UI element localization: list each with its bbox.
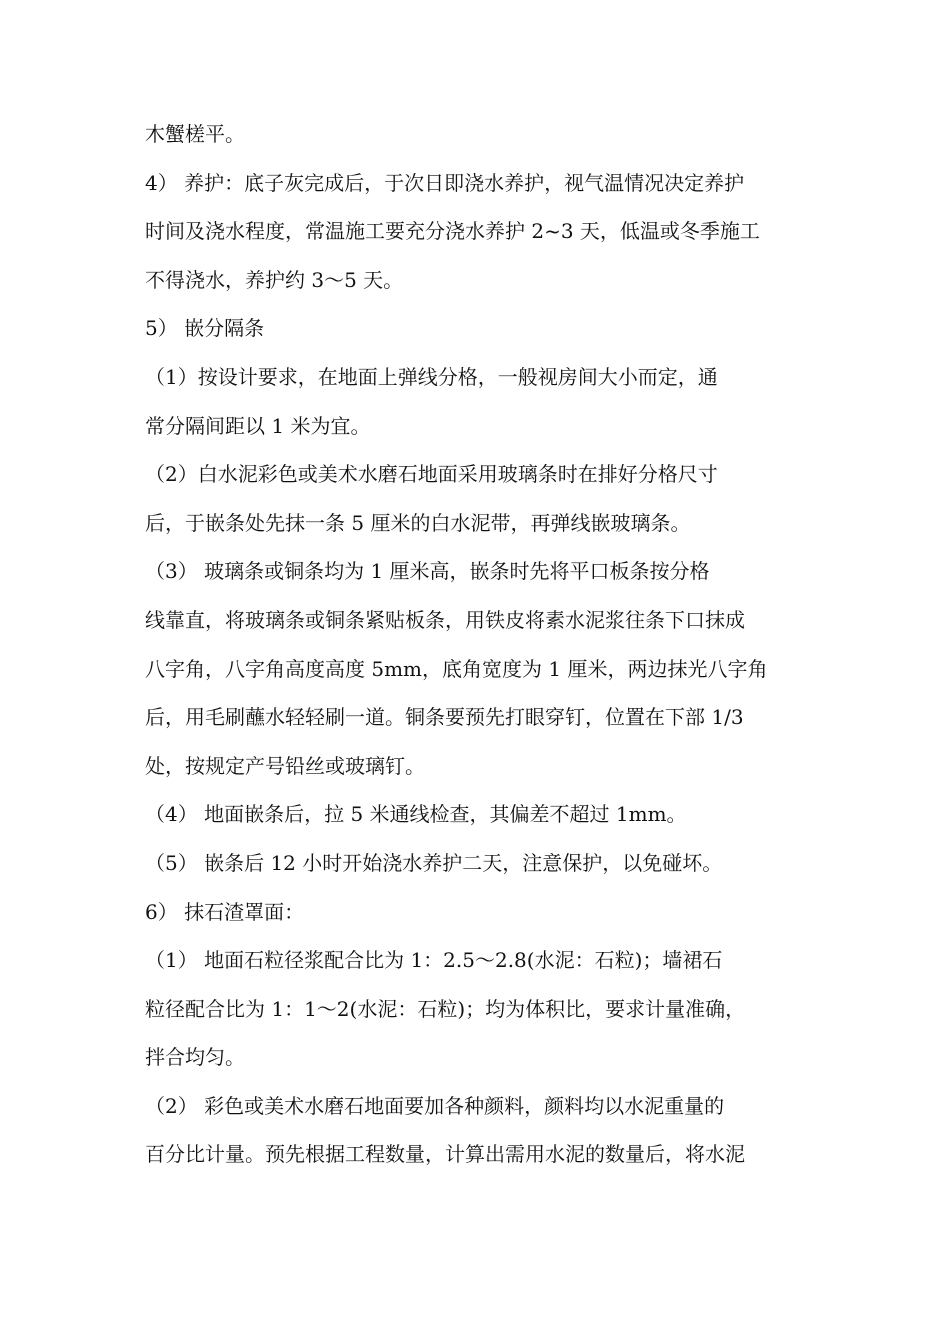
text-line: 八字角，八字角高度高度 5mm，底角宽度为 1 厘米，两边抹光八字角 — [145, 656, 768, 681]
text-line: （3） 玻璃条或铜条均为 1 厘米高，嵌条时先将平口板条按分格 — [145, 559, 710, 584]
text-line: （2）白水泥彩色或美术水磨石地面采用玻璃条时在排好分格尺寸 — [145, 462, 718, 487]
text-line: 粒径配合比为 1：1～2(水泥：石粒)；均为体积比，要求计量准确， — [145, 996, 746, 1021]
section-heading: 6） 抹石渣罩面： — [145, 899, 305, 924]
text-line: 时间及浇水程度，常温施工要充分浇水养护 2~3 天，低温或冬季施工 — [145, 219, 760, 244]
text-line: 拌合均匀。 — [145, 1045, 245, 1070]
text-line: （2） 彩色或美术水磨石地面要加各种颜料，颜料均以水泥重量的 — [145, 1093, 725, 1118]
text-line: 木蟹槎平。 — [145, 122, 245, 146]
text-line: 常分隔间距以 1 米为宜。 — [145, 413, 371, 438]
text-line: 百分比计量。预先根据工程数量，计算出需用水泥的数量后，将水泥 — [145, 1142, 745, 1167]
text-line: 后，用毛刷蘸水轻轻刷一道。铜条要预先打眼穿钉，位置在下部 1/3 — [145, 705, 744, 730]
text-line: （1） 地面石粒径浆配合比为 1：2.5～2.8(水泥：石粒)；墙裙石 — [145, 948, 723, 973]
text-line: （4） 地面嵌条后，拉 5 米通线检查，其偏差不超过 1mm。 — [145, 802, 687, 827]
text-line: 4） 养护：底子灰完成后，于次日即浇水养护，视气温情况决定养护 — [145, 170, 745, 195]
text-line: （5） 嵌条后 12 小时开始浇水养护二天，注意保护，以免碰坏。 — [145, 850, 723, 875]
section-heading: 5） 嵌分隔条 — [145, 316, 265, 341]
text-line: （1）按设计要求，在地面上弹线分格，一般视房间大小而定，通 — [145, 364, 718, 389]
text-line: 处，按规定产号铅丝或玻璃钉。 — [145, 753, 425, 778]
text-line: 线靠直，将玻璃条或铜条紧贴板条，用铁皮将素水泥浆往条下口抹成 — [145, 607, 745, 632]
document-body — [145, 110, 810, 1179]
text-line: 不得浇水，养护约 3～5 天。 — [145, 267, 404, 292]
text-line: 后，于嵌条处先抹一条 5 厘米的白水泥带，再弹线嵌玻璃条。 — [145, 510, 691, 535]
